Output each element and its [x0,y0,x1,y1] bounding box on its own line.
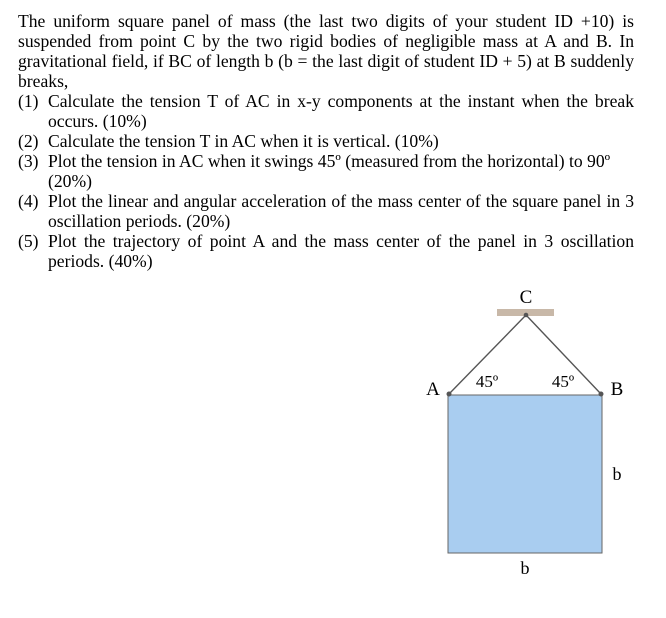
square-panel [448,395,602,553]
pin-c [524,313,529,318]
question-number: (4) [18,191,39,211]
pin-b [599,392,604,397]
question-number: (3) [18,151,39,171]
question-number: (1) [18,91,39,111]
question-number: (5) [18,231,39,251]
angle-right-label: 45º [551,372,575,391]
question-text: Calculate the tension T in AC when it is vertical. (10%) [48,131,439,151]
angle-left-label: 45º [475,372,499,391]
question-text: Plot the trajectory of point A and the mass center of the panel in 3 oscillation periods. (40%) [48,231,634,271]
side-right-label: b [612,464,622,484]
side-bottom-label: b [520,558,530,578]
problem-intro: The uniform square panel of mass (the last two digits of your student ID +10) is suspended from point C by the two rigid bodies of negligible mass at A and B. In gravitational field, if BC of length b (b = the last digit of student ID + 5) at B suddenly breaks, [18,11,634,91]
label-c: C [519,287,533,308]
question-number: (2) [18,131,39,151]
pin-a [447,392,452,397]
label-a: A [426,379,440,400]
question-text: Calculate the tension T of AC in x-y components at the instant when the break occurs. (10%) [48,91,634,131]
question-text: Plot the linear and angular acceleration of the mass center of the square panel in 3 oscillation periods. (20%) [48,191,634,231]
question-text: Plot the tension in AC when it swings 45º (measured from the horizontal) to 90º (20%) [48,151,611,191]
label-b: B [610,379,624,400]
